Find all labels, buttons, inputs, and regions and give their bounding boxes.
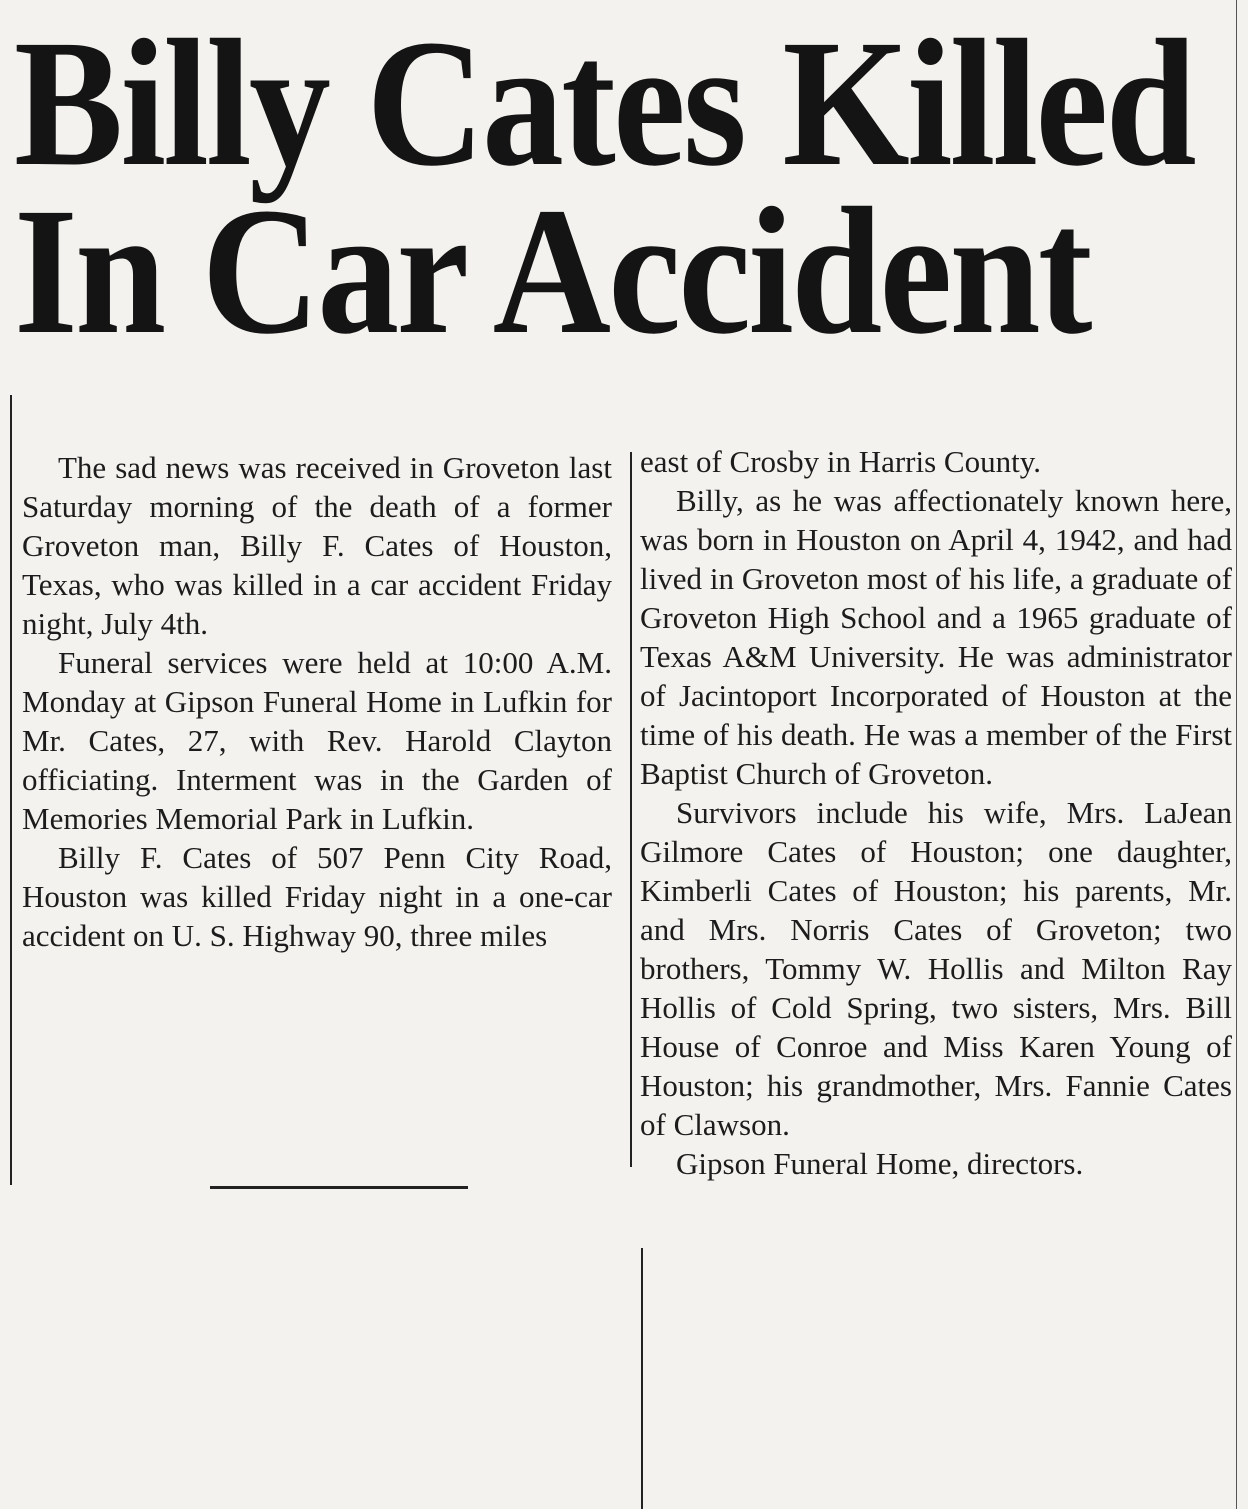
right-column	[640, 442, 1232, 1183]
paragraph-news-received: The sad news was received in Groveton last Saturday morning of the death of a former Groveton man, Billy F. Cates of Houston, Texas, who was killed in a car accident Friday night, July 4th.	[22, 450, 612, 641]
paragraph-accident-details: Billy F. Cates of 507 Penn City Road, Houston was killed Friday night in a one-car accident on U. S. Highway 90, three miles	[22, 840, 612, 953]
left-column	[22, 448, 612, 955]
paragraph-continuation: east of Crosby in Harris County.	[640, 444, 1041, 479]
paragraph-biography: Billy, as he was affectionately known here, was born in Houston on April 4, 1942, and had lived in Groveton most of his life, a graduate of Groveton High School and a 1965 graduate of Texas A&M University. He was administrator of Jacintoport Incorporated of Houston at the time of his death. He was a member of the First Baptist Church of Groveton.	[640, 483, 1232, 791]
end-of-article-rule	[210, 1186, 468, 1189]
paragraph-funeral-services: Funeral services were held at 10:00 A.M. Monday at Gipson Funeral Home in Lufkin for Mr. Cates, 27, with Rev. Harold Clayton officiating. Interment was in the Garden of Memories Memorial Park in Lufkin.	[22, 645, 612, 836]
column-divider	[630, 452, 632, 1167]
headline-line-2: In Car Accident	[14, 171, 1090, 372]
headline-line-1: Billy Cates Killed	[14, 3, 1194, 204]
left-column-rule	[10, 395, 12, 1185]
paragraph-directors: Gipson Funeral Home, directors.	[676, 1146, 1084, 1181]
right-column-rule	[641, 1248, 643, 1509]
clipping-edge	[1236, 0, 1237, 1509]
paragraph-survivors: Survivors include his wife, Mrs. LaJean Gilmore Cates of Houston; one daughter, Kimberli Cates of Houston; his parents, Mr. and Mrs. Norris Cates of Groveton; two brothers, Tommy W. Hollis and Milton Ray Hollis of Cold Spring, two sisters, Mrs. Bill House of Conroe and Miss Karen Young of Houston; his grandmother, Mrs. Fannie Cates of Clawson.	[640, 795, 1232, 1142]
headline	[14, 3, 1194, 372]
